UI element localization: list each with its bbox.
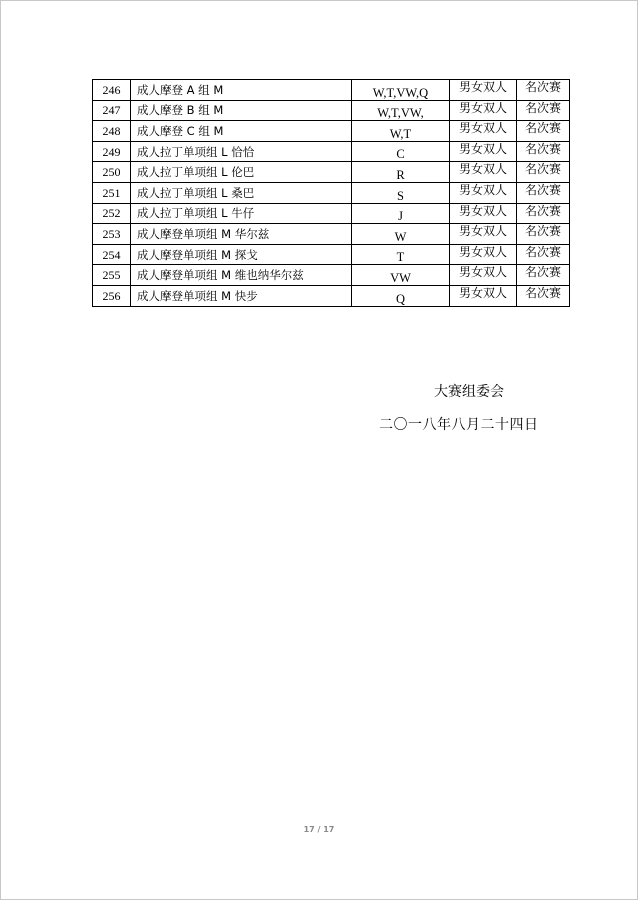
event-number: 250 — [93, 162, 131, 183]
table-row — [93, 80, 570, 101]
event-number: 252 — [93, 203, 131, 224]
table-row — [93, 203, 570, 224]
event-participant-type: 男女双人 — [450, 121, 517, 142]
event-dances: W — [352, 224, 450, 245]
table-row — [93, 121, 570, 142]
event-name: 成人摩登单项组 M 探戈 — [131, 244, 352, 265]
event-dances: VW — [352, 265, 450, 286]
event-dances: C — [352, 141, 450, 162]
event-dances: T — [352, 244, 450, 265]
event-format: 名次赛 — [517, 141, 570, 162]
event-participant-type: 男女双人 — [450, 182, 517, 203]
event-format: 名次赛 — [517, 182, 570, 203]
event-participant-type: 男女双人 — [450, 100, 517, 121]
event-dances: W,T,VW,Q — [352, 80, 450, 101]
event-dances: S — [352, 182, 450, 203]
table-row — [93, 100, 570, 121]
table-row — [93, 265, 570, 286]
event-format: 名次赛 — [517, 162, 570, 183]
event-number: 248 — [93, 121, 131, 142]
event-format: 名次赛 — [517, 265, 570, 286]
event-name: 成人摩登单项组 M 华尔兹 — [131, 224, 352, 245]
event-name: 成人摩登单项组 M 快步 — [131, 285, 352, 306]
table-row — [93, 244, 570, 265]
event-format: 名次赛 — [517, 285, 570, 306]
event-name: 成人摩登单项组 M 维也纳华尔兹 — [131, 265, 352, 286]
event-dances: W,T,VW, — [352, 100, 450, 121]
event-number: 254 — [93, 244, 131, 265]
event-name: 成人拉丁单项组 L 桑巴 — [131, 182, 352, 203]
table-row — [93, 224, 570, 245]
event-dances: W,T — [352, 121, 450, 142]
event-name: 成人拉丁单项组 L 牛仔 — [131, 203, 352, 224]
event-schedule-table — [92, 79, 570, 307]
table-row — [93, 141, 570, 162]
event-number: 247 — [93, 100, 131, 121]
event-name: 成人摩登 B 组 M — [131, 100, 352, 121]
table-row — [93, 162, 570, 183]
event-number: 255 — [93, 265, 131, 286]
event-name: 成人拉丁单项组 L 恰恰 — [131, 141, 352, 162]
page-indicator: 17 / 17 — [303, 825, 335, 834]
event-participant-type: 男女双人 — [450, 162, 517, 183]
event-participant-type: 男女双人 — [450, 285, 517, 306]
event-number: 251 — [93, 182, 131, 203]
event-participant-type: 男女双人 — [450, 244, 517, 265]
event-format: 名次赛 — [517, 100, 570, 121]
event-dances: Q — [352, 285, 450, 306]
event-format: 名次赛 — [517, 80, 570, 101]
event-number: 249 — [93, 141, 131, 162]
event-participant-type: 男女双人 — [450, 141, 517, 162]
event-format: 名次赛 — [517, 203, 570, 224]
event-name: 成人拉丁单项组 L 伦巴 — [131, 162, 352, 183]
organizer-name: 大赛组委会 — [434, 384, 504, 400]
signature-date: 二〇一八年八月二十四日 — [379, 417, 539, 433]
event-format: 名次赛 — [517, 224, 570, 245]
event-dances: R — [352, 162, 450, 183]
event-name: 成人摩登 A 组 M — [131, 80, 352, 101]
event-number: 253 — [93, 224, 131, 245]
event-participant-type: 男女双人 — [450, 224, 517, 245]
event-format: 名次赛 — [517, 244, 570, 265]
event-name: 成人摩登 C 组 M — [131, 121, 352, 142]
event-participant-type: 男女双人 — [450, 265, 517, 286]
event-schedule-body — [93, 80, 570, 307]
table-row — [93, 182, 570, 203]
event-format: 名次赛 — [517, 121, 570, 142]
event-dances: J — [352, 203, 450, 224]
table-row — [93, 285, 570, 306]
event-number: 246 — [93, 80, 131, 101]
event-participant-type: 男女双人 — [450, 203, 517, 224]
event-participant-type: 男女双人 — [450, 80, 517, 101]
event-number: 256 — [93, 285, 131, 306]
